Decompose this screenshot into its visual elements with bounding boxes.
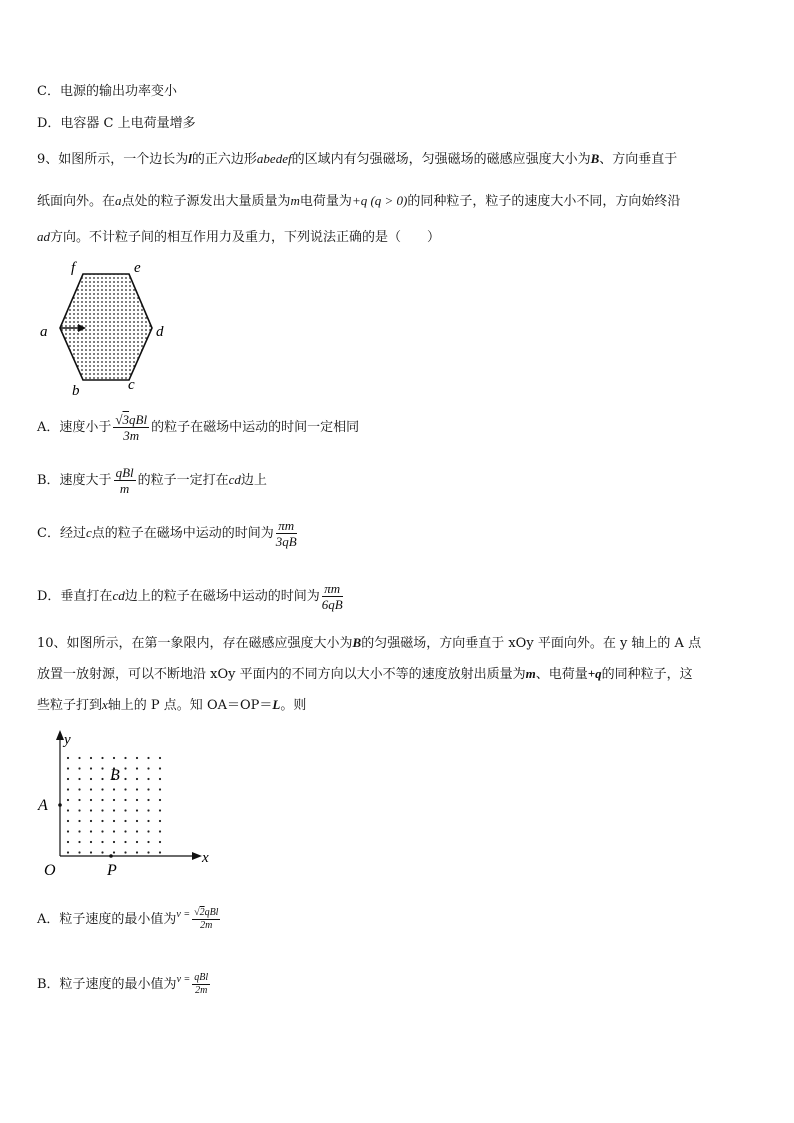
field-dot	[147, 788, 149, 790]
q9-var-ad: ad	[37, 229, 50, 244]
field-dot	[147, 767, 149, 769]
point-a-marker	[58, 803, 62, 807]
q10-stem-line1	[37, 634, 701, 653]
field-dot	[136, 778, 138, 780]
frac-den: 2m	[200, 920, 213, 931]
q10-var-x: x	[102, 697, 108, 712]
label-f: f	[71, 260, 76, 276]
q9-var-b: B	[590, 151, 600, 166]
q10-text: 的匀强磁场，方向垂直于 xOy 平面向外。在 y 轴上的 A 点	[361, 636, 702, 651]
q9-text: 点处的粒子源发出大量质量为	[121, 194, 291, 209]
label-b: B	[110, 767, 120, 784]
field-dot	[78, 841, 80, 843]
frac-den: 3m	[123, 428, 140, 443]
q9-opt-text: C．经过	[37, 526, 86, 541]
field-dot	[136, 820, 138, 822]
q9-var-hexagon: abedef	[256, 151, 292, 166]
frac-num: qBl	[129, 412, 148, 427]
q10-var-b: B	[352, 635, 362, 650]
label-y: y	[64, 732, 71, 748]
q9-opt-text: 边上	[240, 473, 267, 488]
field-dot	[124, 757, 126, 759]
field-dot	[113, 851, 115, 853]
field-dot	[136, 809, 138, 811]
q9-var-a: a	[115, 193, 122, 208]
frac-den: 3qB	[275, 534, 297, 549]
q9-option-a	[37, 411, 359, 445]
q9-option-d	[37, 579, 345, 614]
field-dot	[159, 757, 161, 759]
field-dot	[124, 788, 126, 790]
frac-den: 2m	[195, 985, 208, 996]
field-dot	[101, 809, 103, 811]
frac-num: qBl	[194, 972, 209, 983]
field-dot	[113, 809, 115, 811]
field-dot	[90, 830, 92, 832]
field-dot	[67, 757, 69, 759]
field-dot	[147, 830, 149, 832]
q8-option-d: D．电容器 C 上电荷量增多	[37, 116, 196, 131]
field-dot	[101, 841, 103, 843]
field-dot	[90, 778, 92, 780]
field-dot	[78, 799, 80, 801]
label-x: x	[202, 850, 209, 866]
field-dot	[136, 799, 138, 801]
label-a: a	[40, 324, 48, 340]
field-dot	[78, 809, 80, 811]
field-dot	[67, 830, 69, 832]
q10-text: 、电荷量	[535, 667, 588, 682]
field-dot	[113, 841, 115, 843]
field-dot	[90, 841, 92, 843]
field-dot	[90, 820, 92, 822]
field-dot	[101, 757, 103, 759]
field-dot	[136, 830, 138, 832]
x-axis-arrowhead	[192, 852, 202, 860]
q9-var-cd: cd	[112, 588, 125, 603]
field-dot	[67, 778, 69, 780]
hexagon-region	[60, 274, 152, 380]
field-dot	[67, 820, 69, 822]
q9-var-m: m	[290, 193, 300, 208]
field-dot	[78, 788, 80, 790]
field-dot	[78, 778, 80, 780]
q9-text: 9、如图所示，一个边长为	[37, 152, 189, 167]
field-dot	[90, 788, 92, 790]
field-dot	[90, 851, 92, 853]
field-dot	[124, 799, 126, 801]
field-dot	[136, 788, 138, 790]
field-dot	[124, 809, 126, 811]
q9-opt-a-fraction: $\frac{\text{√3qBl}}{3m}$	[115, 412, 148, 443]
q9-text: 的同种粒子，粒子的速度大小不同，方向始终沿	[407, 194, 681, 209]
q9-stem-line1	[37, 150, 677, 169]
field-dot	[67, 841, 69, 843]
field-dot	[159, 767, 161, 769]
frac-den: m	[119, 481, 130, 496]
q10-option-a	[37, 895, 222, 940]
q10-opt-a-v: v =	[176, 909, 191, 920]
label-e: e	[134, 260, 141, 276]
q10-stem-line3	[37, 696, 306, 715]
label-a: A	[38, 797, 48, 814]
field-dot	[78, 851, 80, 853]
field-dot	[113, 820, 115, 822]
label-d: d	[156, 324, 164, 340]
frac-den: 6qB	[321, 597, 343, 612]
field-dot	[90, 809, 92, 811]
field-dot	[101, 830, 103, 832]
field-dot	[147, 757, 149, 759]
q9-stem-line3	[37, 228, 440, 247]
q9-option-c	[37, 516, 299, 551]
q10-text: 。则	[280, 698, 307, 713]
q9-text: 电荷量为	[299, 194, 352, 209]
field-dot	[147, 851, 149, 853]
q10-text: 放置一放射源，可以不断地沿 xOy 平面内的不同方向以大小不等的速度放射出质量为	[37, 667, 526, 682]
q9-hexagon-figure	[36, 256, 176, 398]
field-dot	[147, 778, 149, 780]
q10-text: 些粒子打到	[37, 698, 103, 713]
field-dot	[136, 841, 138, 843]
field-dot	[67, 767, 69, 769]
field-dot	[101, 820, 103, 822]
field-dot	[101, 788, 103, 790]
field-dot	[159, 820, 161, 822]
q10-text: 轴上的 P 点。知 OA＝OP＝	[107, 698, 273, 713]
q10-opt-b-v: v =	[176, 974, 191, 985]
q10-opt-b-fraction	[192, 972, 210, 997]
q9-opt-text: 点的粒子在磁场中运动的时间为	[91, 526, 274, 541]
q9-opt-text: D．垂直打在	[37, 589, 113, 604]
field-dot	[147, 841, 149, 843]
q9-text: 、方向垂直于	[599, 152, 678, 167]
frac-num: πm	[276, 518, 297, 534]
q10-option-b	[37, 960, 212, 1005]
field-dot	[101, 778, 103, 780]
field-dot	[78, 830, 80, 832]
field-dot	[67, 809, 69, 811]
label-b: b	[72, 383, 80, 398]
q10-var-l: L	[272, 697, 281, 712]
field-dot	[147, 809, 149, 811]
field-dot	[78, 757, 80, 759]
q9-text: 纸面向外。在	[37, 194, 116, 209]
field-dot	[113, 799, 115, 801]
point-p-marker	[109, 854, 113, 858]
field-dot	[90, 799, 92, 801]
q10-stem-line2	[37, 665, 693, 684]
field-dot	[136, 767, 138, 769]
field-dot	[101, 767, 103, 769]
q9-var-charge: +q (q > 0)	[351, 193, 408, 208]
q9-var-cd: cd	[228, 472, 241, 487]
q10-text: 10、如图所示，在第一象限内，存在磁感应强度大小为	[37, 636, 353, 651]
frac-num: qBl	[115, 465, 134, 480]
q10-opt-text: A．粒子速度的最小值为	[37, 912, 177, 927]
q9-opt-b-fraction	[114, 465, 136, 496]
field-dot	[113, 757, 115, 759]
field-dot	[159, 778, 161, 780]
field-dot	[147, 820, 149, 822]
field-dot	[124, 851, 126, 853]
frac-num: qBl	[204, 907, 219, 918]
field-dot	[113, 830, 115, 832]
field-dot	[124, 767, 126, 769]
sqrt-radicand: 3	[122, 412, 130, 427]
label-p: P	[107, 862, 117, 879]
field-dot	[67, 788, 69, 790]
field-dot	[124, 820, 126, 822]
field-dot	[136, 757, 138, 759]
q9-opt-text: 的粒子一定打在	[137, 473, 229, 488]
sqrt-radicand: 2	[199, 907, 205, 918]
field-dot	[159, 809, 161, 811]
q8-option-c: C．电源的输出功率变小	[37, 84, 177, 99]
field-dot	[78, 767, 80, 769]
q10-opt-a-fraction: $\frac{\text{√2qBl}}{2m}$	[194, 907, 219, 931]
frac-num: πm	[322, 581, 343, 597]
field-dot	[67, 799, 69, 801]
q9-option-b	[37, 463, 267, 498]
q9-opt-c-fraction	[276, 518, 297, 549]
field-dot	[113, 788, 115, 790]
q10-var-q: +q	[587, 666, 602, 681]
field-dot	[124, 778, 126, 780]
y-axis-arrowhead	[56, 730, 64, 740]
q9-opt-d-fraction	[322, 581, 343, 612]
field-dot	[159, 799, 161, 801]
field-dot	[90, 757, 92, 759]
field-dot	[78, 820, 80, 822]
field-dot	[147, 799, 149, 801]
field-dot	[159, 851, 161, 853]
q9-var-c: c	[85, 525, 92, 540]
q10-opt-text: B．粒子速度的最小值为	[37, 977, 177, 992]
q10-axes-figure	[34, 728, 224, 880]
q9-opt-text: B．速度大于	[37, 473, 112, 488]
q9-text: 的区域内有匀强磁场，匀强磁场的磁感应强度大小为	[291, 152, 591, 167]
label-o: O	[44, 862, 56, 879]
q9-stem-line2	[37, 192, 680, 211]
q9-var-l: l	[188, 151, 192, 166]
field-dot	[159, 788, 161, 790]
q10-text: 的同种粒子，这	[601, 667, 693, 682]
field-dot	[101, 799, 103, 801]
q10-var-m: m	[525, 666, 536, 681]
field-dot	[124, 841, 126, 843]
q9-text: 的正六边形	[191, 152, 257, 167]
q9-opt-text: 边上的粒子在磁场中运动的时间为	[124, 589, 320, 604]
q9-text: 方向。不计粒子间的相互作用力及重力，下列说法正确的是（ ）	[50, 230, 441, 245]
field-dot	[159, 830, 161, 832]
field-dot	[90, 767, 92, 769]
field-dot	[101, 851, 103, 853]
field-dot	[67, 851, 69, 853]
field-dot	[159, 841, 161, 843]
field-dot	[136, 851, 138, 853]
q9-opt-text: 的粒子在磁场中运动的时间一定相同	[151, 420, 360, 435]
label-c: c	[128, 377, 135, 393]
q9-opt-text: A．速度小于	[37, 420, 112, 435]
field-dot	[124, 830, 126, 832]
